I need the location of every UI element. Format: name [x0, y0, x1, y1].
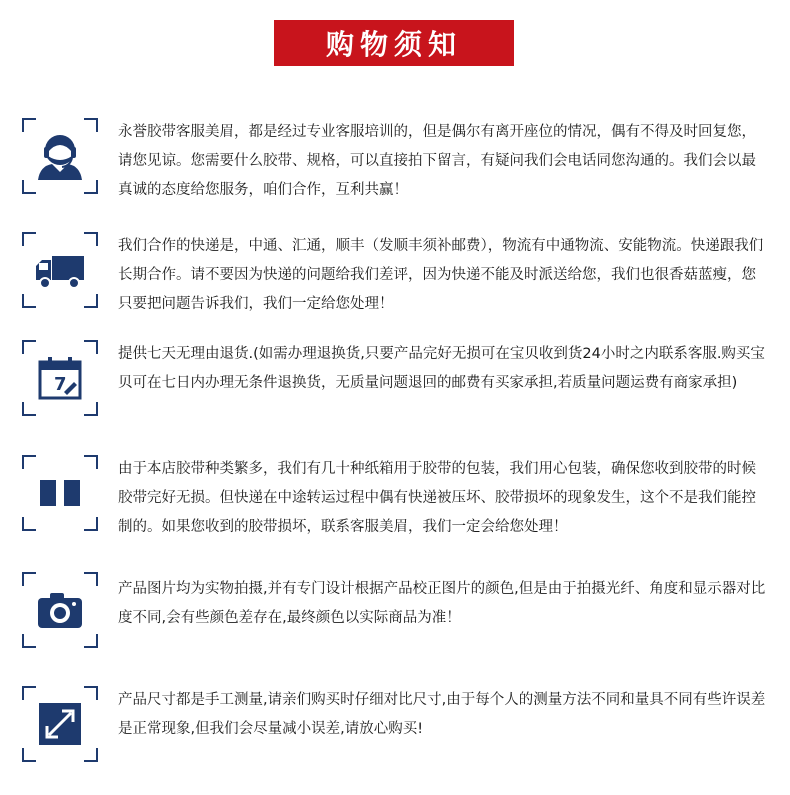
notice-text: 产品尺寸都是手工测量,请亲们购买时仔细对比尺寸,由于每个人的测量方法不同和量具不同有些许误差是正常现象,但我们会尽量减小误差,请放心购买!: [118, 692, 766, 737]
camera-icon: [34, 584, 86, 636]
icon-frame: [22, 340, 98, 416]
icon-frame: [22, 686, 98, 762]
icon-frame: [22, 232, 98, 308]
calendar-7-icon: [34, 352, 86, 404]
notice-text: 提供七天无理由退货.(如需办理退换货,只要产品完好无损可在宝贝收到货24小时之内联系客服.购买宝贝可在七日内办理无条件退换货，无质量问题退回的邮费有买家承担,若质量问题运费有商家承担): [118, 346, 765, 391]
resize-arrow-icon: [34, 698, 86, 750]
icon-frame: [22, 118, 98, 194]
notice-text: 永誉胶带客服美眉，都是经过专业客服培训的，但是偶尔有离开座位的情况，偶有不得及时回复您，请您见谅。您需要什么胶带、规格，可以直接拍下留言，有疑问我们会电话同您沟通的。我们会以最真诚的态度给您服务，咱们合作，互利共赢！: [118, 124, 756, 198]
notice-text: 产品图片均为实物拍摄,并有专门设计根据产品校正图片的颜色,但是由于拍摄光纤、角度和显示器对比度不同,会有些颜色差存在,最终颜色以实际商品为准！: [118, 581, 766, 626]
icon-frame: [22, 572, 98, 648]
page-title: 购物须知: [325, 28, 462, 61]
package-boxes-icon: [34, 467, 86, 519]
notice-text: 由于本店胶带种类繁多，我们有几十种纸箱用于胶带的包装，我们用心包装，确保您收到胶带的时候胶带完好无损。但快递在中途转运过程中偶有快递被压坏、胶带损坏的现象发生，这个不是我们能控制的。如果您收到的胶带损坏，联系客服美眉，我们一定会给您处理！: [118, 461, 756, 535]
calendar-number: 7: [54, 374, 67, 395]
customer-service-icon: [34, 130, 86, 182]
icon-frame: [22, 455, 98, 531]
notice-text: 我们合作的快递是，中通、汇通，顺丰（发顺丰须补邮费），物流有中通物流、安能物流。快递跟我们长期合作。请不要因为快递的问题给我们差评，因为快递不能及时派送给您，我们也很香菇蓝瘦，您只要把问题告诉我们，我们一定给您处理！: [118, 238, 764, 312]
delivery-truck-icon: [34, 244, 86, 296]
page-title-banner: [274, 20, 514, 66]
